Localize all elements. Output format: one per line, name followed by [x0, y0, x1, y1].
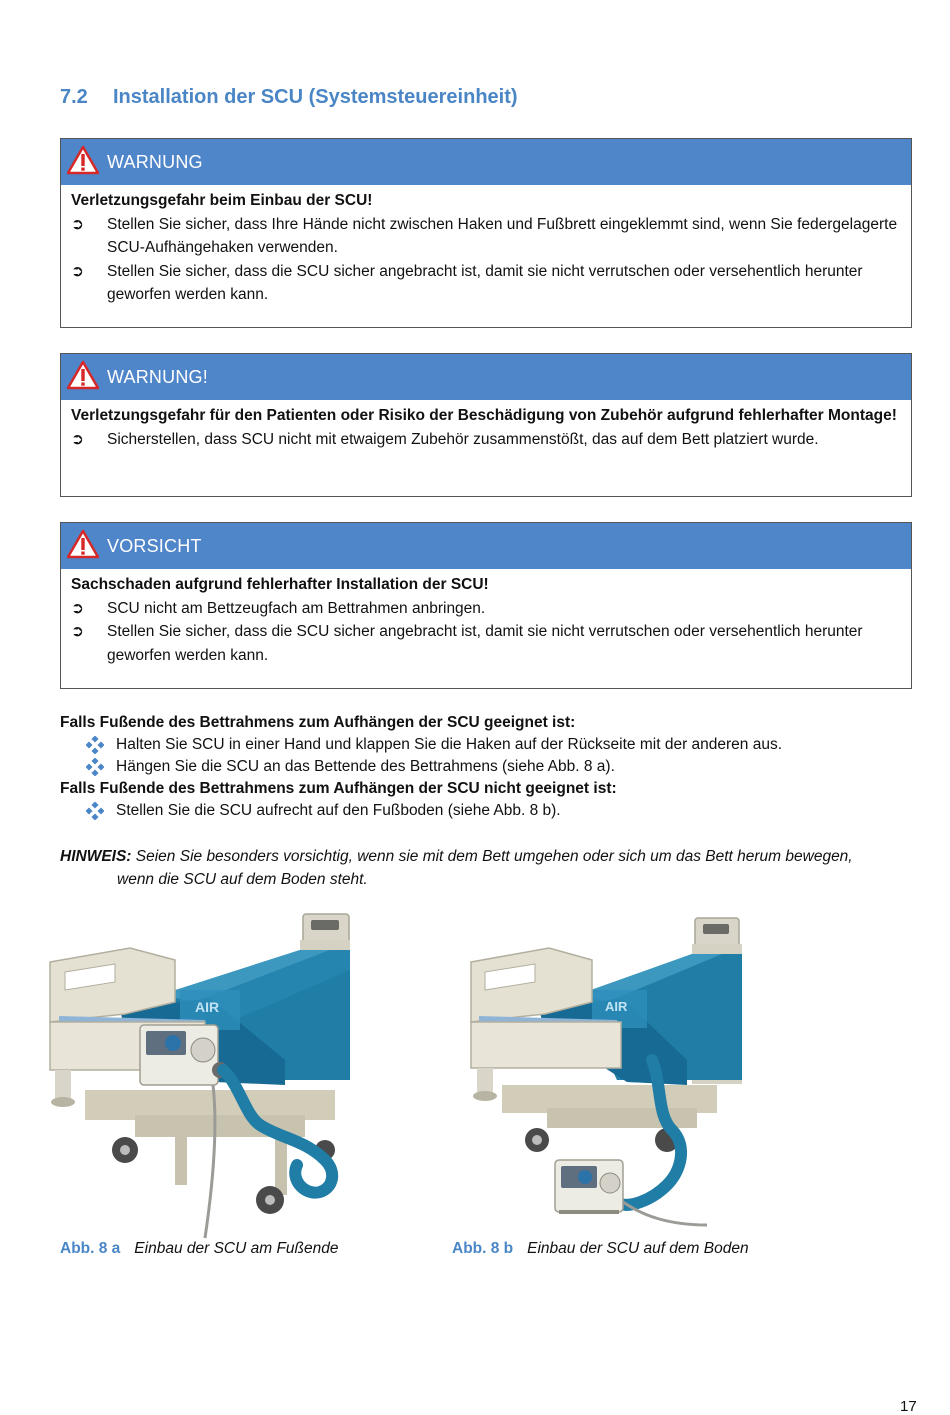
list-item: Hängen Sie die SCU an das Bettende des Bettrahmens (siehe Abb. 8 a).	[60, 756, 920, 778]
list-item: ➲ Stellen Sie sicher, dass die SCU sicher angebracht ist, damit sie nicht verrutschen oder versehentlich herunter geworfen werden kann.	[71, 260, 901, 307]
list-item: Halten Sie SCU in einer Hand und klappen Sie die Haken auf der Rückseite mit der anderen aus.	[60, 734, 920, 756]
page-title	[60, 86, 518, 109]
note-text-line1: Seien Sie besonders vorsichtig, wenn sie mit dem Bett umgehen oder sich um das Bett herum bewegen,	[135, 848, 853, 865]
list-item: ➲ SCU nicht am Bettzeugfach am Bettrahmen anbringen.	[71, 597, 901, 621]
svg-text:AIR: AIR	[605, 999, 628, 1014]
list-item: ➲ Stellen Sie sicher, dass die SCU sicher angebracht ist, damit sie nicht verrutschen oder versehentlich herunter geworfen werden kann.	[71, 620, 901, 667]
arrow-bullet-icon: ➲	[71, 623, 84, 640]
warning-label: VORSICHT	[107, 536, 202, 556]
warning-heading: Sachschaden aufgrund fehlerhafter Installation der SCU!	[71, 576, 489, 593]
figure-8a-image	[45, 910, 350, 1240]
warning-label: WARNUNG!	[107, 367, 208, 387]
note-label: HINWEIS:	[60, 848, 132, 865]
figure-8b-image	[467, 910, 742, 1240]
arrow-bullet-icon: ➲	[71, 430, 84, 448]
svg-text:AIR: AIR	[195, 999, 220, 1015]
case-unsuitable-heading: Falls Fußende des Bettrahmens zum Aufhängen der SCU nicht geeignet ist:	[60, 780, 617, 797]
case-suitable-heading: Falls Fußende des Bettrahmens zum Aufhängen der SCU geeignet ist:	[60, 714, 576, 731]
installation-instructions	[60, 712, 920, 822]
warning-header-bar	[61, 139, 911, 185]
figure-8a-caption	[60, 1240, 338, 1258]
list-item: Stellen Sie die SCU aufrecht auf den Fußboden (siehe Abb. 8 b).	[60, 800, 920, 822]
diamond-bullet-icon	[86, 802, 104, 820]
warning-heading: Verletzungsgefahr beim Einbau der SCU!	[71, 192, 373, 209]
note-text-line2: wenn die SCU auf dem Boden steht.	[117, 871, 368, 888]
figure-number: Abb. 8 a	[60, 1240, 121, 1257]
figure-caption-text: Einbau der SCU auf dem Boden	[527, 1240, 749, 1257]
warning-triangle-icon	[67, 529, 99, 559]
warning-label: WARNUNG	[107, 152, 203, 172]
diamond-bullet-icon	[86, 758, 104, 776]
figure-8b-caption	[452, 1240, 749, 1258]
caution-box	[60, 522, 912, 689]
diamond-bullet-icon	[86, 736, 104, 754]
warning-triangle-icon	[67, 145, 99, 175]
warning-box-2	[60, 353, 912, 497]
warning-header-bar	[61, 523, 911, 569]
note	[60, 845, 920, 891]
section-number: 7.2	[60, 86, 88, 108]
warning-box-1	[60, 138, 912, 328]
figure-caption-text: Einbau der SCU am Fußende	[134, 1240, 339, 1257]
figure-number: Abb. 8 b	[452, 1240, 514, 1257]
list-item: ➲ Stellen Sie sicher, dass Ihre Hände nicht zwischen Haken und Fußbrett eingeklemmt sind, wenn Sie federgelagerte SCU-Aufhängehaken verwenden.	[71, 213, 901, 260]
list-item: ➲ Sicherstellen, dass SCU nicht mit etwaigem Zubehör zusammenstößt, das auf dem Bett platziert wurde.	[71, 428, 901, 452]
section-title: Installation der SCU (Systemsteuereinheit)	[113, 86, 518, 108]
arrow-bullet-icon: ➲	[71, 215, 84, 233]
warning-triangle-icon	[67, 360, 99, 390]
page-number: 17	[900, 1398, 917, 1415]
warning-heading: Verletzungsgefahr für den Patienten oder Risiko der Beschädigung von Zubehör aufgrund fehlerhafter Montage!	[71, 407, 897, 424]
arrow-bullet-icon: ➲	[71, 599, 84, 617]
warning-header-bar	[61, 354, 911, 400]
arrow-bullet-icon: ➲	[71, 262, 84, 280]
